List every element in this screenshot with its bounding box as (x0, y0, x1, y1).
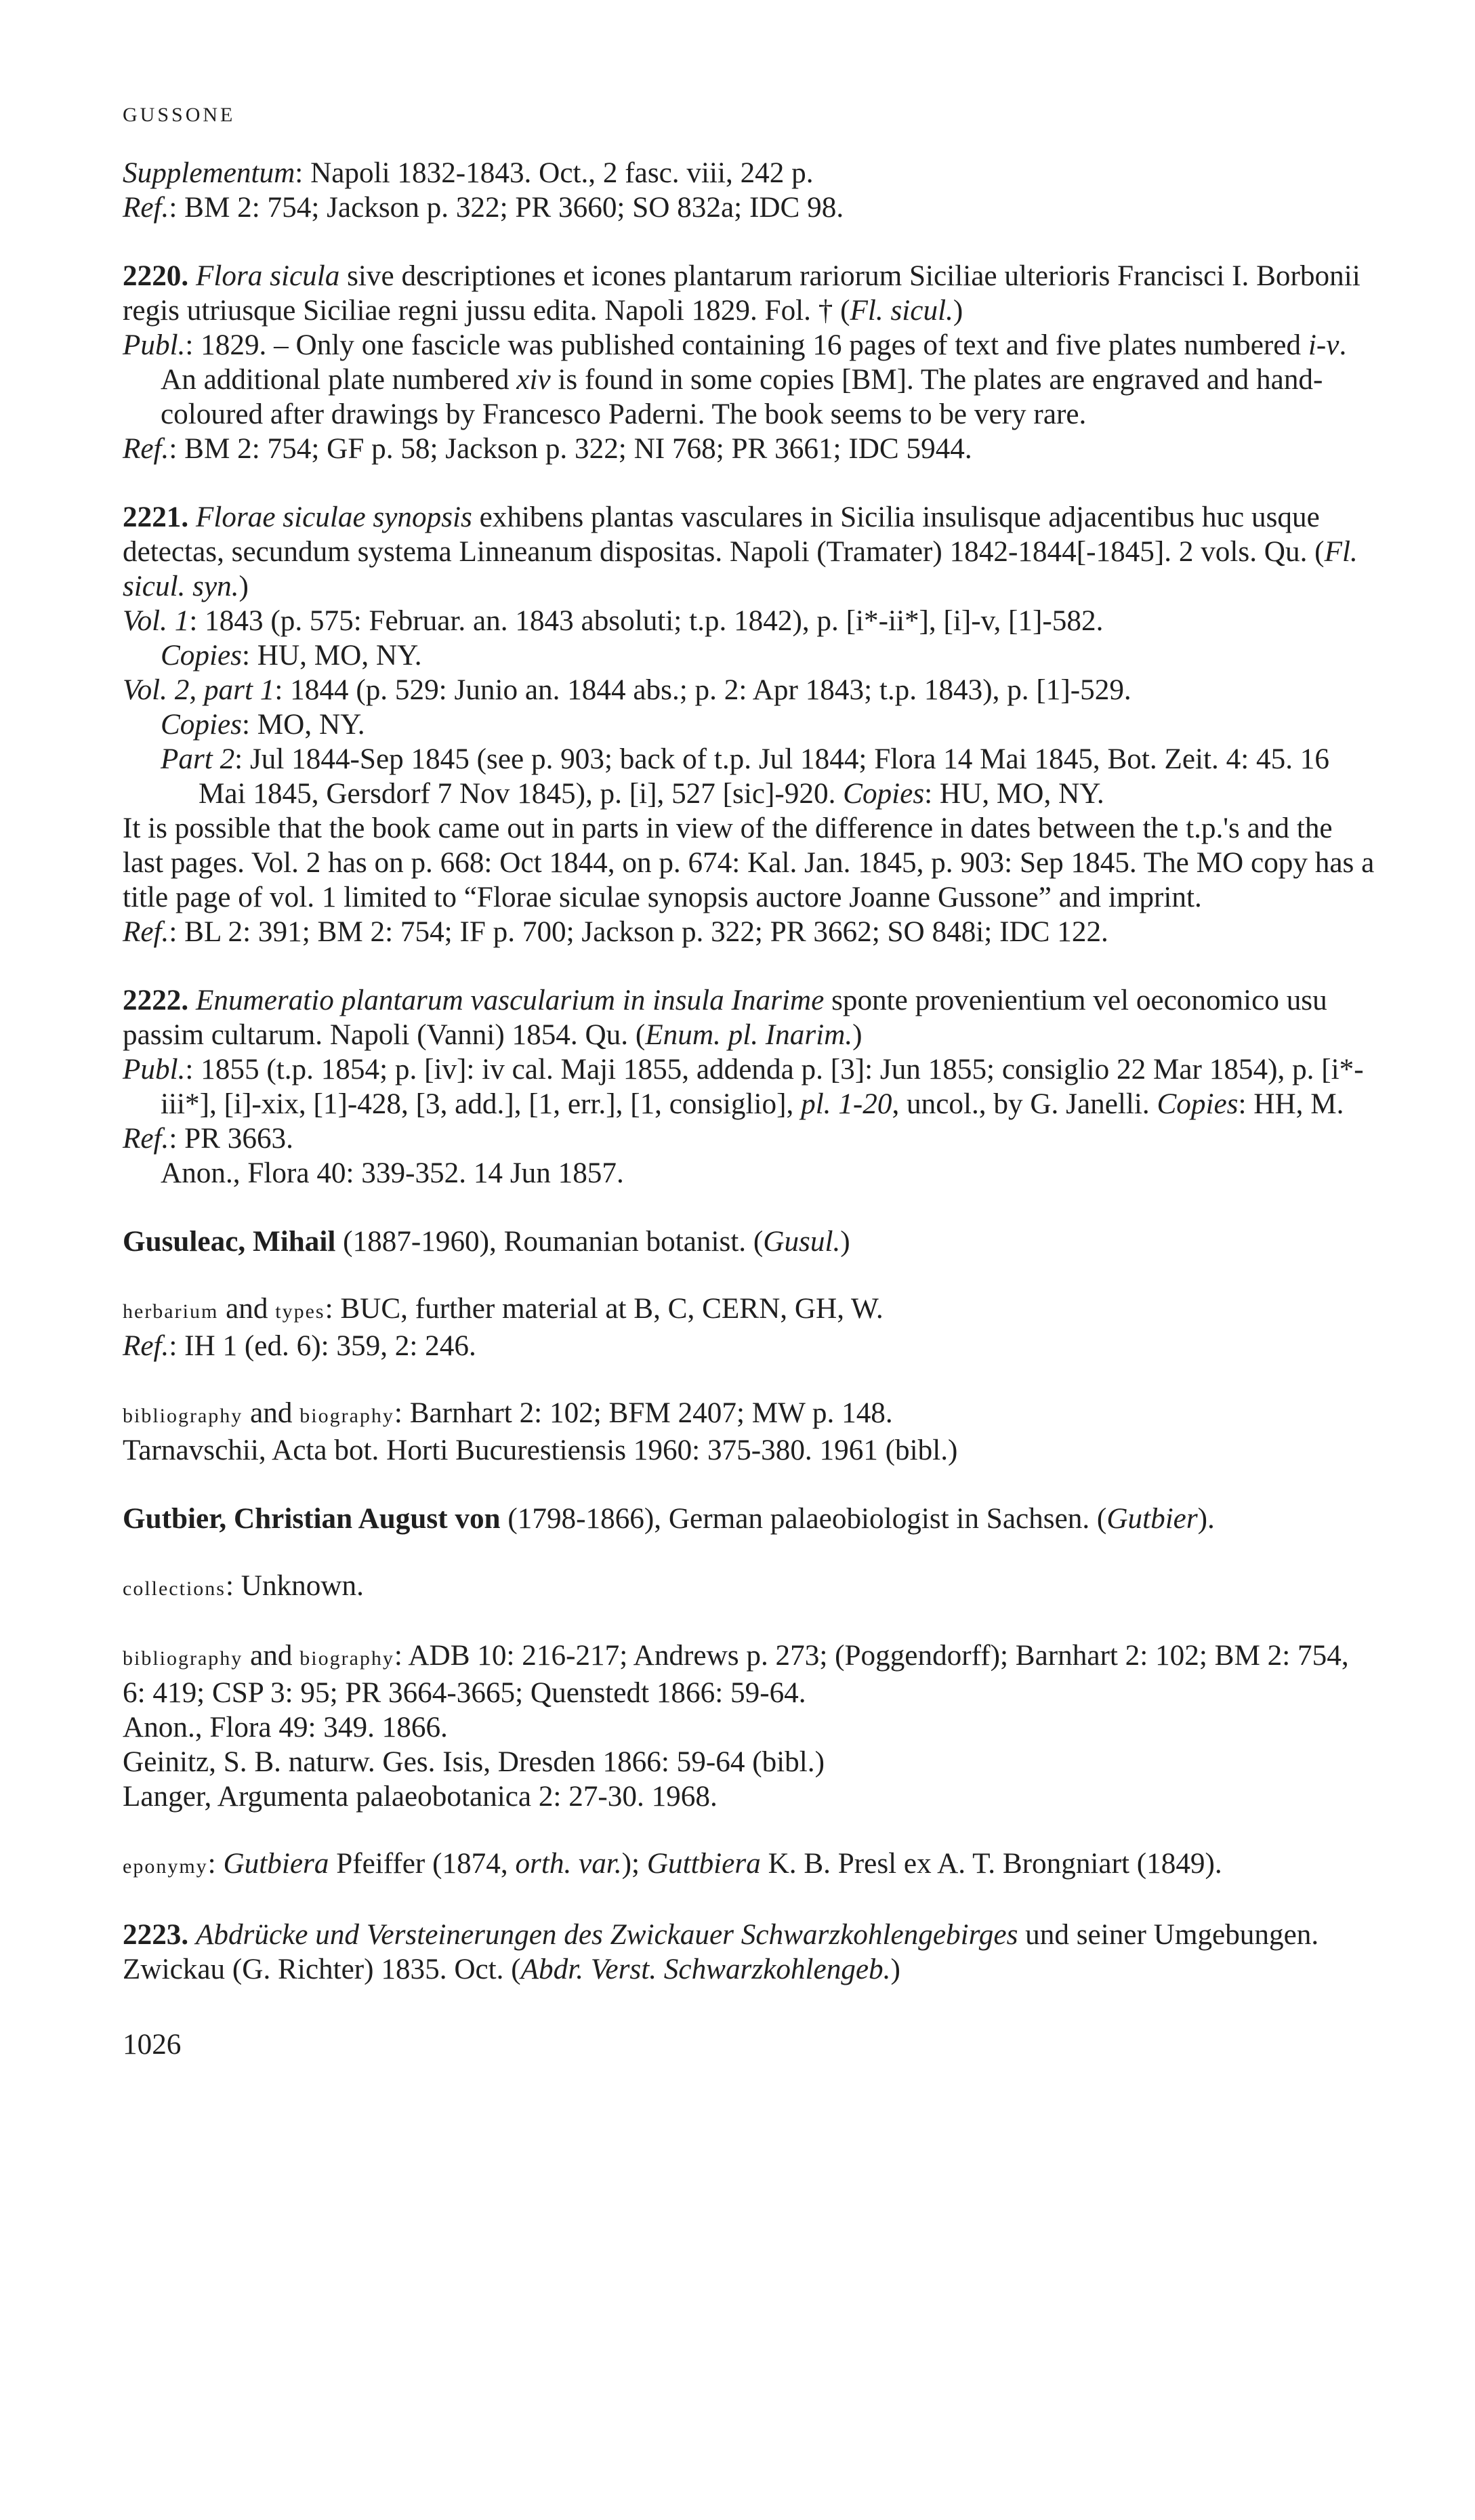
author-name: Gutbier, Christian August von (123, 1503, 501, 1535)
entry-2223: 2223. Abdrücke und Versteinerungen des Zwickauer Schwarzkohlengebirges und seiner Umgebungen. Zwickau (G. Richter) 1835. Oct. (Abdr. Verst. Schwarzkohlengeb.) (123, 1919, 1319, 1985)
entry-2221-ref: Ref.: BL 2: 391; BM 2: 754; IF p. 700; Jackson p. 322; PR 3662; SO 848i; IDC 122. (123, 916, 1108, 948)
gusuleac-bibliography: bibliography and biography: Barnhart 2: 102; BFM 2407; MW p. 148. (123, 1397, 893, 1429)
entry-2222-publ: Publ.: 1855 (t.p. 1854; p. [iv]: iv cal. Maji 1855, addenda p. [3]: Jun 1855; consiglio 22 Mar 1854), p. [i*-iii*], [i]-xix, [1]-428, [3, add.], [1, err.], [1, consiglio], pl. 1-20, uncol., by G. Janelli. Copies: HH, M. (123, 1054, 1364, 1120)
gusuleac-ref: Ref.: IH 1 (ed. 6): 359, 2: 246. (123, 1330, 476, 1362)
entry-abbreviation: Fl. sicul. syn. (123, 536, 1358, 602)
entry-title: Florae siculae synopsis (195, 501, 472, 533)
entry-2220-publ: Publ.: 1829. – Only one fascicle was published containing 16 pages of text and five plates numbered i-v. An additional plate numbered xiv is found in some copies [BM]. The plates are engraved and hand-coloured after drawings by Francesco Paderni. The book seems to be very rare. (123, 329, 1347, 430)
entry-abbreviation: Abdr. Verst. Schwarzkohlengeb. (520, 1954, 891, 1985)
entry-2220-ref: Ref.: BM 2: 754; GF p. 58; Jackson p. 322; NI 768; PR 3661; IDC 5944. (123, 433, 972, 465)
gutbier-bibliography-line: Anon., Flora 49: 349. 1866. (123, 1712, 448, 1743)
supplementum-label: Supplementum (123, 157, 295, 189)
ref-text: : BM 2: 754; Jackson p. 322; PR 3660; SO 832a; IDC 98. (169, 192, 844, 224)
entry-title: Enumeratio plantarum vascularium in insula Inarime (195, 985, 825, 1016)
entry-2221-part2: Part 2: Jul 1844-Sep 1845 (see p. 903; back of t.p. Jul 1844; Flora 14 Mai 1845, Bot. Zeit. 4: 45. 16 Mai 1845, Gersdorf 7 Nov 1845), p. [i], 527 [sic]-920. Copies: HU, MO, NY. (161, 743, 1329, 810)
entry-abbreviation: Enum. pl. Inarim. (645, 1019, 853, 1051)
gusuleac-bibliography-line: Tarnavschii, Acta bot. Horti Bucurestiensis 1960: 375-380. 1961 (bibl.) (123, 1434, 958, 1466)
page (123, 102, 1375, 2062)
gutbier-collections: collections: Unknown. (123, 1570, 364, 1602)
page-number: 1026 (123, 2029, 182, 2061)
entry-2222-anon: Anon., Flora 40: 339-352. 14 Jun 1857. (161, 1157, 624, 1189)
supplementum-line (123, 156, 1375, 190)
entry-2220: 2220. Flora sicula sive descriptiones et icones plantarum rariorum Siciliae ulterioris Francisci I. Borbonii regis utriusque Siciliae regni jussu edita. Napoli 1829. Fol. † (Fl. sicul.) (123, 260, 1360, 327)
author-name: Gusuleac, Mihail (123, 1226, 336, 1258)
entry-2221-vol2: Vol. 2, part 1: 1844 (p. 529: Junio an. 1844 abs.; p. 2: Apr 1843; t.p. 1843), p. [1]-529. Copies: MO, NY. (123, 674, 1131, 741)
gutbier-bibliography-line: Geinitz, S. B. naturw. Ges. Isis, Dresden 1866: 59-64 (bibl.) (123, 1746, 825, 1778)
running-head: GUSSONE (123, 104, 236, 126)
entry-number: 2223. (123, 1919, 189, 1951)
entry-2221-note: It is possible that the book came out in parts in view of the difference in dates between the t.p.'s and the last pages. Vol. 2 has on p. 668: Oct 1844, on p. 674: Kal. Jan. 1845, p. 903: Sep 1845. The MO copy has a title page of vol. 1 limited to “Florae siculae synopsis auctore Joanne Gussone” and imprint. (123, 812, 1375, 913)
entry-2222-ref: Ref.: PR 3663. (123, 1123, 293, 1155)
supplementum-ref (123, 190, 1375, 225)
author-gutbier: Gutbier, Christian August von (1798-1866), German palaeobiologist in Sachsen. (Gutbier). (123, 1503, 1215, 1535)
entry-2221: 2221. Florae siculae synopsis exhibens plantas vasculares in Sicilia insulisque adjacentibus huc usque detectas, secundum systema Linneanum dispositas. Napoli (Tramater) 1842-1844[-1845]. 2 vols. Qu. (Fl. sicul. syn.) (123, 501, 1358, 602)
author-abbreviation: Gusul. (763, 1226, 841, 1258)
entry-2222: 2222. Enumeratio plantarum vascularium in insula Inarime sponte provenientium vel oeconomico usu passim cultarum. Napoli (Vanni) 1854. Qu. (Enum. pl. Inarim.) (123, 985, 1327, 1051)
author-abbreviation: Gutbier (1106, 1503, 1198, 1535)
gutbier-bibliography: bibliography and biography: ADB 10: 216-217; Andrews p. 273; (Poggendorff); Barnhart 2: 102; BM 2: 754, 6: 419; CSP 3: 95; PR 3664-3665; Quenstedt 1866: 59-64. (123, 1640, 1349, 1709)
entry-abbreviation: Fl. sicul. (850, 295, 953, 327)
entry-2221-vol1: Vol. 1: 1843 (p. 575: Februar. an. 1843 absoluti; t.p. 1842), p. [i*-ii*], [i]-v, [1]-582. Copies: HU, MO, NY. (123, 605, 1104, 672)
entry-number: 2222. (123, 985, 189, 1016)
supplementum-text: : Napoli 1832-1843. Oct., 2 fasc. viii, 242 p. (295, 157, 814, 189)
author-gusuleac: Gusuleac, Mihail (1887-1960), Roumanian botanist. (Gusul.) (123, 1226, 850, 1258)
gutbier-bibliography-line: Langer, Argumenta palaeobotanica 2: 27-30. 1968. (123, 1781, 718, 1813)
entry-number: 2221. (123, 501, 189, 533)
gutbier-eponymy: eponymy: Gutbiera Pfeiffer (1874, orth. var.); Guttbiera K. B. Presl ex A. T. Brongniart (1849). (123, 1848, 1222, 1880)
ref-label: Ref. (123, 192, 169, 224)
entry-title: Abdrücke und Versteinerungen des Zwickauer Schwarzkohlengebirges (195, 1919, 1018, 1951)
gusuleac-herbarium: herbarium and types: BUC, further material at B, C, CERN, GH, W. (123, 1293, 884, 1325)
entry-title: Flora sicula (195, 260, 340, 292)
entry-number: 2220. (123, 260, 189, 292)
